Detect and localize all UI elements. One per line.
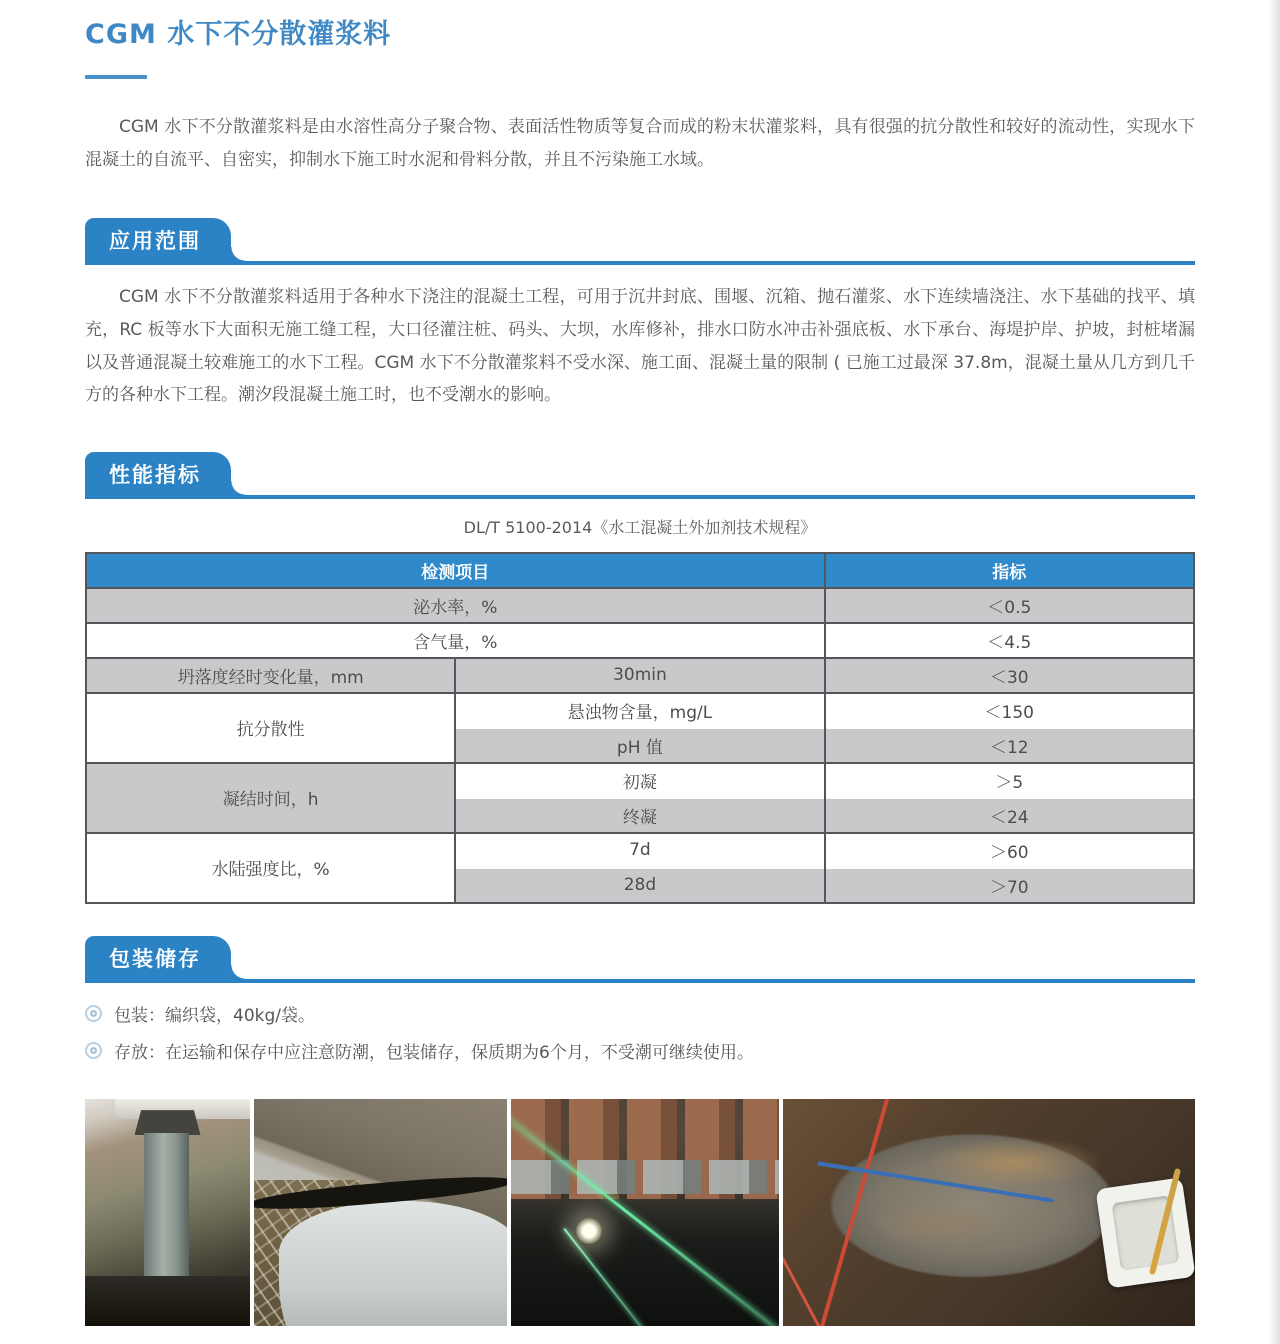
spec-table <box>85 552 1195 904</box>
cell-value: ＞5 <box>825 763 1194 798</box>
table-row <box>86 763 1194 798</box>
cell-sub: 7d <box>455 833 824 868</box>
red-cable-detail <box>783 1181 861 1326</box>
packaging-heading-badge: 包装储存 <box>85 936 231 979</box>
white-tray-detail <box>1096 1177 1195 1288</box>
table-header-index: 指标 <box>825 553 1194 588</box>
photo-caisson-pit-grouting <box>783 1099 1195 1326</box>
table-header-item: 检测项目 <box>86 553 825 588</box>
list-item <box>85 1038 1195 1063</box>
section-application-header <box>85 218 1195 265</box>
cell-value: ＜4.5 <box>825 623 1194 658</box>
cell-sub: 终凝 <box>455 798 824 833</box>
performance-heading-badge: 性能指标 <box>85 452 231 495</box>
table-row <box>86 658 1194 693</box>
section-performance-header <box>85 452 1195 499</box>
grouted-pile-detail <box>279 1201 507 1326</box>
work-light-detail <box>575 1217 603 1245</box>
cell-value: ＜0.5 <box>825 588 1194 623</box>
cell-item: 含气量，% <box>86 623 825 658</box>
cell-group: 抗分散性 <box>86 693 455 763</box>
table-header-row <box>86 553 1194 588</box>
blue-cable-detail <box>817 1162 1054 1203</box>
cell-value: ＞70 <box>825 868 1194 903</box>
cell-sub: 30min <box>455 658 824 693</box>
photo-steel-pipe-pile <box>85 1099 250 1326</box>
packaging-text: 包装：编织袋，40kg/袋。 <box>114 1005 315 1026</box>
application-paragraph: CGM 水下不分散灌浆料适用于各种水下浇注的混凝土工程，可用于沉井封底、围堰、沉箱、抛石灌浆、水下连续墙浇注、水下基础的找平、填充，RC 板等水下大面积无施工缝工程，大口径灌注桩、码头、大坝，水库修补，排水口防水冲击补强底板、水下承台、海堤护岸、护坡，封桩堵漏以及普通混凝土较难施工的水下工程。CGM 水下不分散灌浆料不受水深、施工面、混凝土量的限制 ( 已施工过最深 37.8m，混凝土量从几方到几千方的各种水下工程。潮汐段混凝土施工时，也不受潮水的影响。 <box>85 287 1195 406</box>
cell-item: 坍落度经时变化量，mm <box>86 658 455 693</box>
photo-concrete-pile-repair <box>254 1099 507 1326</box>
intro-paragraph: CGM 水下不分散灌浆料是由水溶性高分子聚合物、表面活性物质等复合而成的粉末状灌浆料，具有很强的抗分散性和较好的流动性，实现水下混凝土的自流平、自密实，抑制水下施工时水泥和骨料分散，并且不污染施工水域。 <box>85 117 1195 170</box>
ring-bullet-icon <box>85 1005 102 1022</box>
packaging-list <box>85 1001 1195 1063</box>
red-cable-detail <box>807 1099 895 1326</box>
application-heading-badge: 应用范围 <box>85 218 231 261</box>
cell-sub: pH 值 <box>455 728 824 763</box>
photo-strip <box>85 1099 1195 1326</box>
cell-sub: 悬浊物含量，mg/L <box>455 693 824 728</box>
page-title: CGM 水下不分散灌浆料 <box>85 19 392 50</box>
cell-group: 凝结时间，h <box>86 763 455 833</box>
table-row <box>86 693 1194 728</box>
storage-text: 存放：在运输和保存中应注意防潮，包装储存，保质期为6个月，不受潮可继续使用。 <box>114 1042 754 1063</box>
table-row <box>86 623 1194 658</box>
cell-value: ＜12 <box>825 728 1194 763</box>
table-row <box>86 833 1194 868</box>
cell-group: 水陆强度比，% <box>86 833 455 903</box>
title-underline <box>85 75 147 79</box>
cell-value: ＜24 <box>825 798 1194 833</box>
cell-sub: 28d <box>455 868 824 903</box>
table-row <box>86 588 1194 623</box>
section-packaging-header <box>85 936 1195 983</box>
dark-base-detail <box>85 1276 250 1326</box>
cell-value: ＜30 <box>825 658 1194 693</box>
list-item <box>85 1001 1195 1026</box>
cell-value: ＜150 <box>825 693 1194 728</box>
standard-reference: DL/T 5100-2014《水工混凝土外加剂技术规程》 <box>463 517 817 537</box>
cell-sub: 初凝 <box>455 763 824 798</box>
ring-bullet-icon <box>85 1042 102 1059</box>
pile-collar-detail <box>135 1110 201 1135</box>
cell-item: 泌水率，% <box>86 588 825 623</box>
pile-collars-detail <box>511 1160 779 1194</box>
cell-value: ＞60 <box>825 833 1194 868</box>
photo-underwater-laser-piers <box>511 1099 779 1326</box>
